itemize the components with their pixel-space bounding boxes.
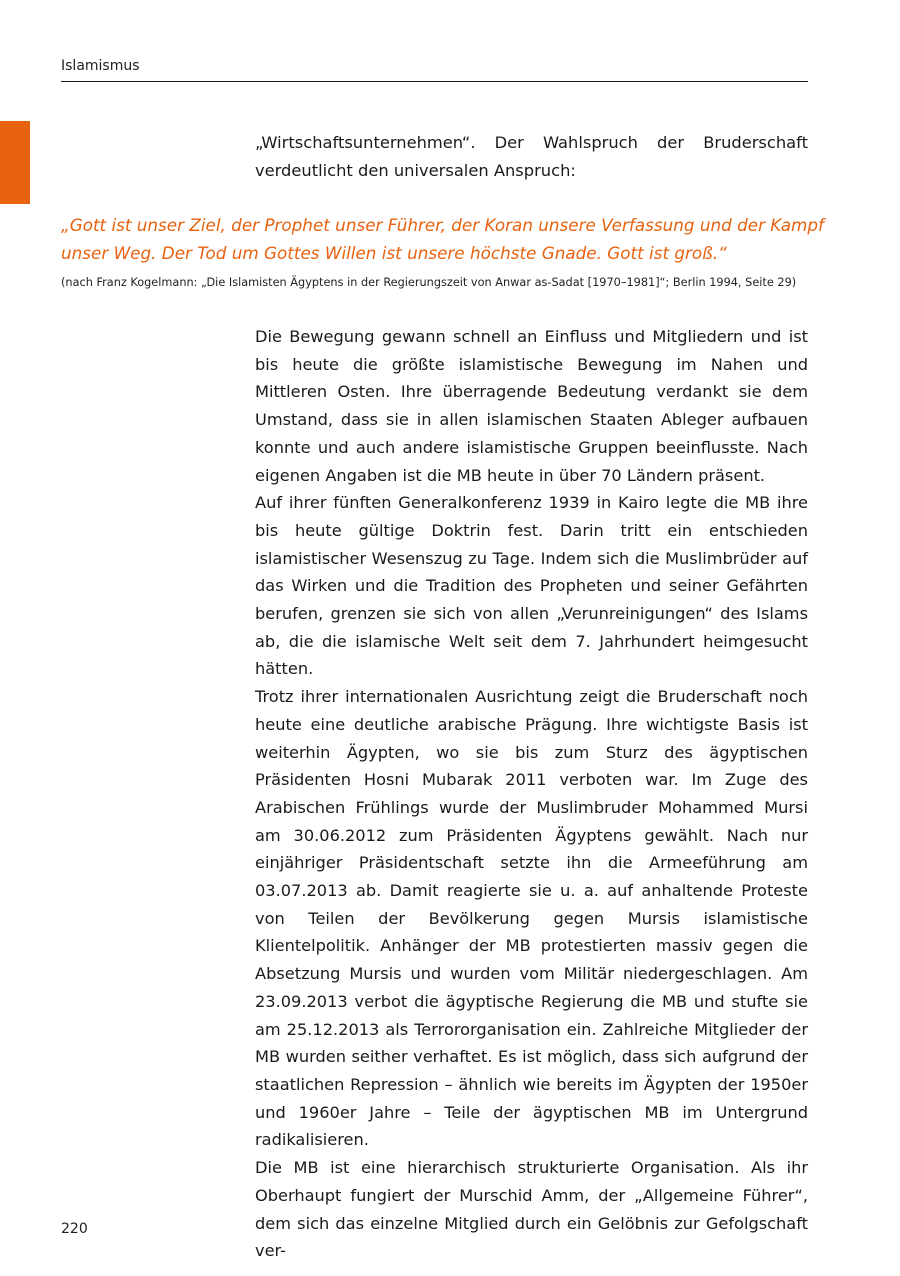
motto-quote-line-2: unser Weg. Der Tod um Gottes Willen ist unsere höchste Gnade. Gott ist groß.“ <box>61 242 727 263</box>
paragraph-hierarchy: Die MB ist eine hierarchisch strukturierte Organisation. Als ihr Oberhaupt fungiert der Murschid Amm, der „Allgemeine Führer“, dem sich das einzelne Mitglied durch ein Gelöbnis zur Gefolgschaft ver- <box>255 1158 808 1261</box>
paragraph-doctrine: Auf ihrer fünften Generalkonferenz 1939 in Kairo legte die MB ihre bis heute gültige Doktrin fest. Darin tritt ein entschieden islamistischer Wesenszug zu Tage. Indem sich die Muslimbrüder auf das Wirken und die Tradition des Propheten und seiner Gefährten berufen, grenzen sie sich von allen „Verunreinigungen“ des Islams ab, die die islamische Welt seit dem 7. Jahrhundert heimgesucht hätten. <box>255 493 808 679</box>
page-number: 220 <box>61 1221 88 1237</box>
motto-quote <box>61 212 824 267</box>
motto-quote-line-1: „Gott ist unser Ziel, der Prophet unser Führer, der Koran unsere Verfassung und der Kampf <box>61 215 824 235</box>
running-title: Islamismus <box>61 58 140 74</box>
quote-citation: (nach Franz Kogelmann: „Die Islamisten Ägyptens in der Regierungszeit von Anwar as-Sadat [1970–1981]“; Berlin 1994, Seite 29) <box>61 276 797 289</box>
paragraph-egypt: Trotz ihrer internationalen Ausrichtung zeigt die Bruderschaft noch heute eine deutliche arabische Prägung. Ihre wichtigste Basis ist weiterhin Ägypten, wo sie bis zum Sturz des ägyptischen Präsidenten Hosni Mubarak 2011 verboten war. Im Zuge des Arabischen Frühlings wurde der Muslimbruder Mohammed Mursi am 30.06.2012 zum Präsidenten Ägyptens gewählt. Nach nur einjähriger Präsidentschaft setzte ihn die Armeeführung am 03.07.2013 ab. Damit reagierte sie u. a. auf anhaltende Proteste von Teilen der Bevölkerung gegen Mursis islamistische Klientelpolitik. Anhänger der MB protestierten massiv gegen die Absetzung Mursis und wurden vom Militär niedergeschlagen. Am 23.09.2013 verbot die ägyptische Regierung die MB und stufte sie am 25.12.2013 als Terrororganisation ein. Zahlreiche Mitglieder der MB wurden seither verhaftet. Es ist möglich, dass sich aufgrund der staatlichen Repression – ähnlich wie bereits im Ägypten der 1950er und 1960er Jahre – Teile der ägyptischen MB im Untergrund radikalisieren. <box>255 687 808 1150</box>
intro-paragraph: „Wirtschaftsunternehmen“. Der Wahlspruch der Bruderschaft verdeutlicht den universalen Anspruch: <box>255 133 808 180</box>
header-divider <box>61 81 808 82</box>
chapter-tab-marker <box>0 121 30 204</box>
paragraph-influence: Die Bewegung gewann schnell an Einfluss und Mitgliedern und ist bis heute die größte islamistische Bewegung im Nahen und Mittleren Osten. Ihre überragende Bedeutung verdankt sie dem Umstand, dass sie in allen islamischen Staaten Ableger aufbauen konnte und auch andere islamistische Gruppen beeinflusste. Nach eigenen Angaben ist die MB heute in über 70 Ländern präsent. <box>255 327 808 485</box>
body-text <box>255 323 808 1265</box>
